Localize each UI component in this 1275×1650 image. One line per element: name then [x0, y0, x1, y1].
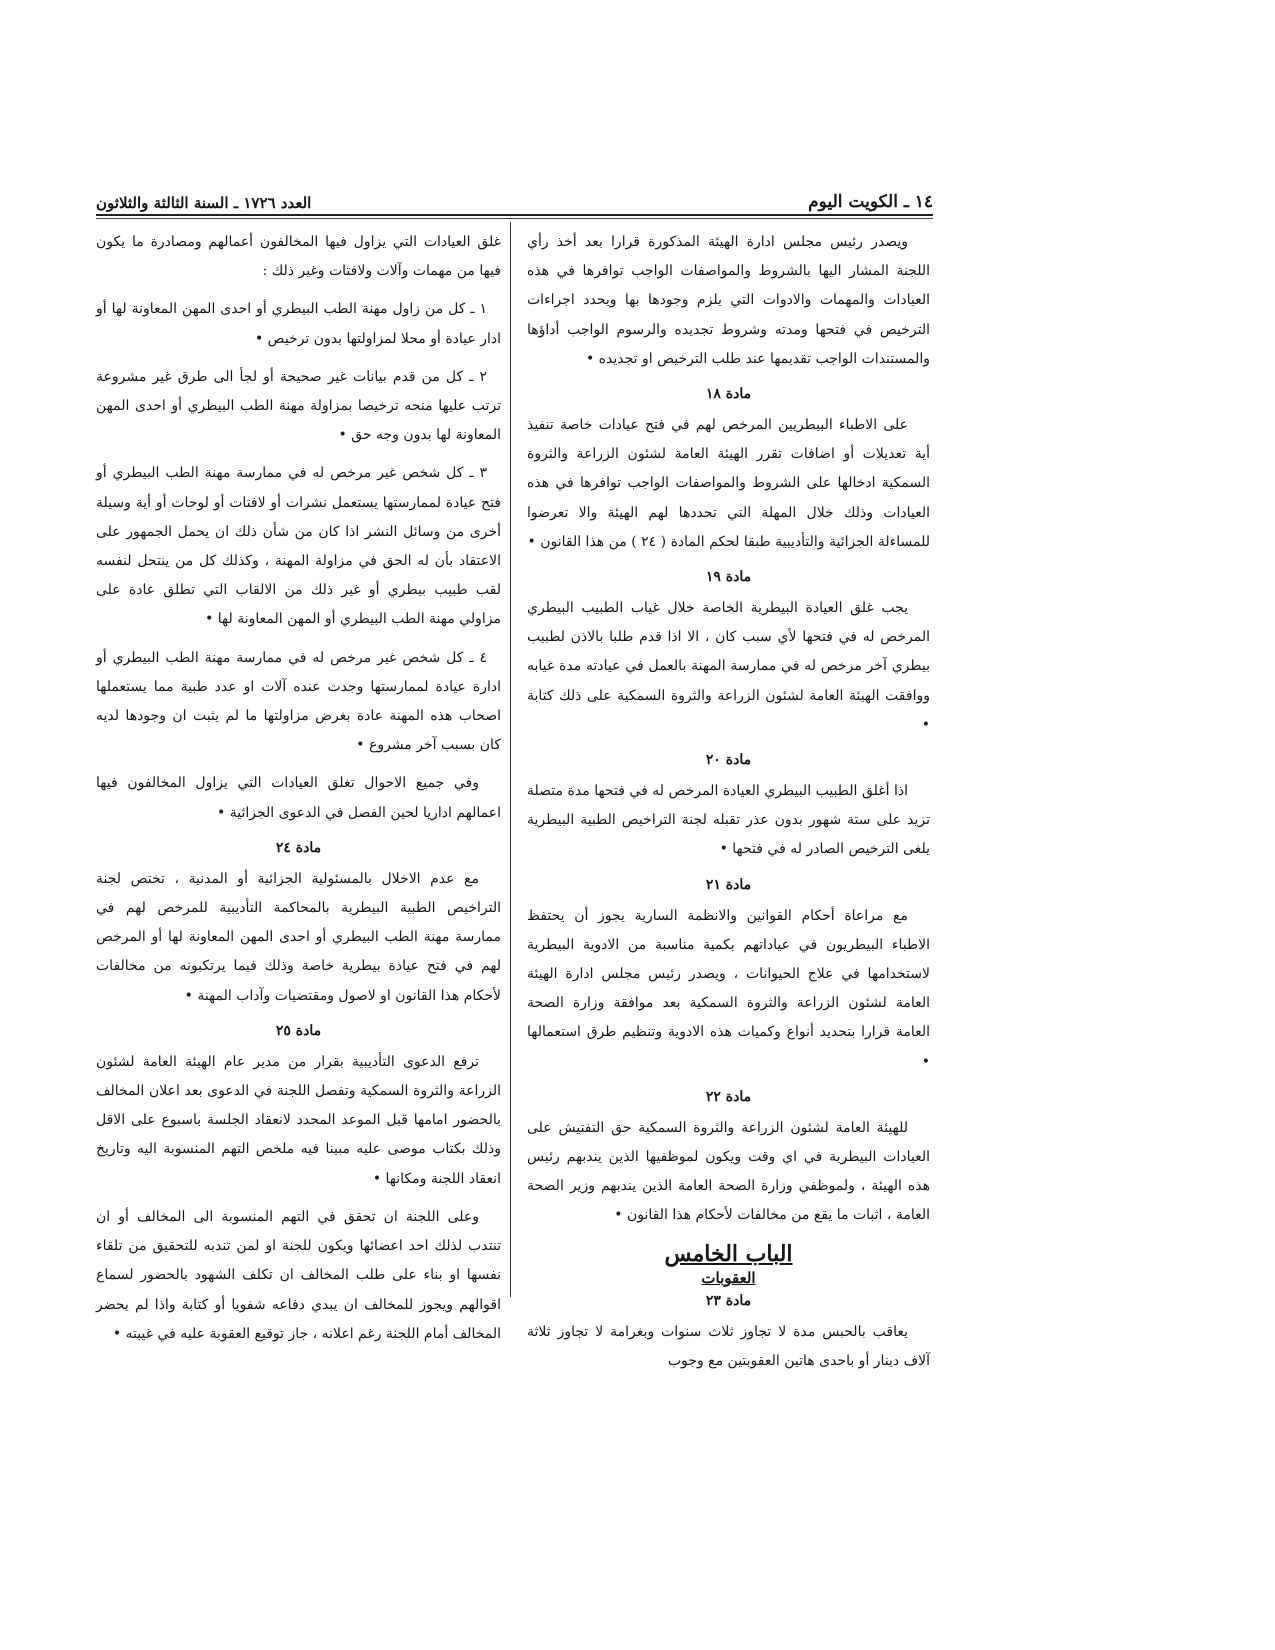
article-22-text: للهيئة العامة لشئون الزراعة والثروة السمكية حق التفتيش على العيادات البيطرية في اي وقت ويكون لموظفيها الذين يندبهم رئيس هذه الهيئة ، ولموظفي وزارة الصحة العامة الذين يندبهم وزير الصحة العامة ، اثبات ما يقع من مخالفات لأحكام هذا القانون •	[527, 1119, 930, 1224]
article-22-heading: مادة ٢٢	[705, 1088, 752, 1105]
part-five-title: الباب الخامس	[664, 1240, 793, 1267]
article-20-heading: مادة ٢٠	[705, 752, 752, 769]
page-number-label: ١٤ ـ الكويت اليوم	[808, 192, 933, 212]
header-rule	[96, 214, 933, 216]
list-item: ٣ ـ كل شخص غير مرخص له في ممارسة مهنة الطب البيطري أو فتح عيادة لممارستها يستعمل نشرات أو لافتات أو لوحات أو أية وسيلة أخرى من وسائل النشر اذا كان من شأن ذلك ان يحمل الجمهور على الاعتقاد بأن له الحق في مزاولة المهنة ، وكذلك كل من ينتحل لنفسه لقب طبيب بيطري أو غير ذلك من الالقاب التي تطلق عادة على مزاولي مهنة الطب البيطري أو المهن المعاونة لها •	[96, 465, 501, 628]
column-divider	[510, 222, 511, 1297]
article-21-text: مع مراعاة أحكام القوانين والانظمة السارية يجوز أن يحتفظ الاطباء البيطريون في عياداتهم بكمية مناسبة من الادوية البيطرية لاستخدامها في علاج الحيوانات ، ويصدر رئيس مجلس ادارة الهيئة العامة لشئون الزراعة والثروة السمكية بعد موافقة وزارة الصحة العامة قرارا بتحديد أنواع وكميات هذه الادوية وتنظيم طرق استعمالها •	[527, 907, 930, 1070]
article-23-heading: مادة ٢٣	[705, 1292, 752, 1309]
list-item: ١ ـ كل من زاول مهنة الطب البيطري أو احدى المهن المعاونة لها أو ادار عيادة أو محلا لمزاولتها بدون ترخيص •	[96, 301, 501, 347]
left-column	[96, 228, 501, 1358]
paragraph: غلق العيادات التي يزاول فيها المخالفون أعمالهم ومصادرة ما يكون فيها من مهمات وآلات ولافتات وغير ذلك :	[96, 234, 501, 280]
article-18-heading: مادة ١٨	[705, 386, 752, 403]
list-item: ٢ ـ كل من قدم بيانات غير صحيحة أو لجأ الى طرق غير مشروعة ترتب عليها منحه ترخيصا بمزاولة مهنة الطب البيطري أو احدى المهن المعاونة لها بدون وجه حق •	[96, 368, 501, 444]
part-five-subtitle: العقوبات	[701, 1268, 756, 1287]
article-25-heading: مادة ٢٥	[275, 1022, 322, 1039]
page-header	[96, 186, 933, 212]
article-24-text: مع عدم الاخلال بالمسئولية الجزائية أو المدنية ، تختص لجنة التراخيص الطبية البيطرية بالمحاكمة التأديبية للمرخص لهم في ممارسة مهنة الطب البيطري أو احدى المهن المعاونة لها أو المرخص لهم في فتح عيادة بيطرية خاصة وذلك فيما يرتكبونه من مخالفات لأحكام هذا القانون او لاصول ومقتضيات وآداب المهنة •	[96, 870, 501, 1004]
paragraph: ويصدر رئيس مجلس ادارة الهيئة المذكورة قرارا بعد أخذ رأي اللجنة المشار اليها بالشروط والمواصفات الواجب توافرها في هذه العيادات والمهمات والادوات التي يلزم وجودها بها ويحدد اجراءات الترخيص في فتحها ومدته وشروط تجديده والرسوم الواجب أداؤها والمستندات الواجب تقديمها عند طلب الترخيص او تجديده •	[527, 234, 930, 367]
article-25-text: ترفع الدعوى التأديبية بقرار من مدير عام الهيئة العامة لشئون الزراعة والثروة السمكية وتفصل اللجنة في الدعوى بعد اعلان المخالف بالحضور امامها قبل الموعد المحدد لانعقاد الجلسة باسبوع على الاقل وذلك بكتاب موصى عليه مبينا فيه ملخص التهم المنسوبة اليه وتاريخ انعقاد اللجنة ومكانها •	[96, 1053, 501, 1187]
paragraph: وفي جميع الاحوال تغلق العيادات التي يزاول المخالفون فيها اعمالهم اداريا لحين الفصل في الدعوى الجزائية •	[96, 775, 501, 821]
article-21-heading: مادة ٢١	[705, 876, 752, 893]
article-19-text: يجب غلق العيادة البيطرية الخاصة خلال غياب الطبيب البيطري المرخص له في فتحها لأي سبب كان ، الا اذا قدم طلبا بالاذن لطبيب بيطري آخر مرخص له في ممارسة المهنة بالعمل في عيادته مدة غيابه ووافقت الهيئة العامة لشئون الزراعة والثروة السمكية على ذلك كتابة •	[527, 600, 930, 733]
article-24-heading: مادة ٢٤	[275, 839, 322, 856]
list-item: ٤ ـ كل شخص غير مرخص له في ممارسة مهنة الطب البيطري أو ادارة عيادة لممارستها وجدت عنده آلات او عدد طبية مما يستعملها اصحاب هذه المهنة عادة بغرض مزاولتها ما لم يثبت ان وجودها لديه كان بسبب آخر مشروع •	[96, 649, 501, 754]
article-20-text: اذا أغلق الطبيب البيطري العيادة المرخص له في فتحها مدة متصلة تزيد على ستة شهور بدون عذر تقبله لجنة التراخيص الطبية البيطرية يلغى الترخيص الصادر له في فتحها •	[527, 783, 930, 858]
article-23-text: يعاقب بالحبس مدة لا تجاوز ثلاث سنوات وبغرامة لا تجاوز ثلاثة آلاف دينار أو باحدى هاتين العقوبتين مع وجوب	[527, 1323, 930, 1369]
issue-label: العدد ١٧٢٦ ـ السنة الثالثة والثلاثون	[96, 194, 312, 212]
article-18-text: على الاطباء البيطريين المرخص لهم في فتح عيادات خاصة تنفيذ أية تعديلات أو اضافات تقرر الهيئة العامة لشئون الزراعة والثروة السمكية ادخالها على الشروط والمواصفات الواجب توافرها في هذه العيادات وذلك خلال المهلة التي تحددها لهم الهيئة والا تعرضوا للمساءلة الجزائية والتأديبية طبقا لحكم المادة ( ٢٤ ) من هذا القانون •	[527, 417, 930, 550]
header-rule-thin	[96, 218, 933, 219]
article-19-heading: مادة ١٩	[705, 569, 752, 586]
right-column	[527, 228, 930, 1385]
paragraph: وعلى اللجنة ان تحقق في التهم المنسوبة الى المخالف أو ان تنتدب لذلك احد اعضائها ويكون للجنة او لمن تندبه للتحقيق من تلقاء نفسها او بناء على طلب المخالف ان تكلف الشهود بالحضور لسماع اقوالهم ويجوز للمخالف ان يبدي دفاعه شفويا أو كتابة واذا لم يحضر المخالف أمام اللجنة رغم اعلانه ، جاز توقيع العقوبة عليه في غيبته •	[96, 1208, 501, 1342]
